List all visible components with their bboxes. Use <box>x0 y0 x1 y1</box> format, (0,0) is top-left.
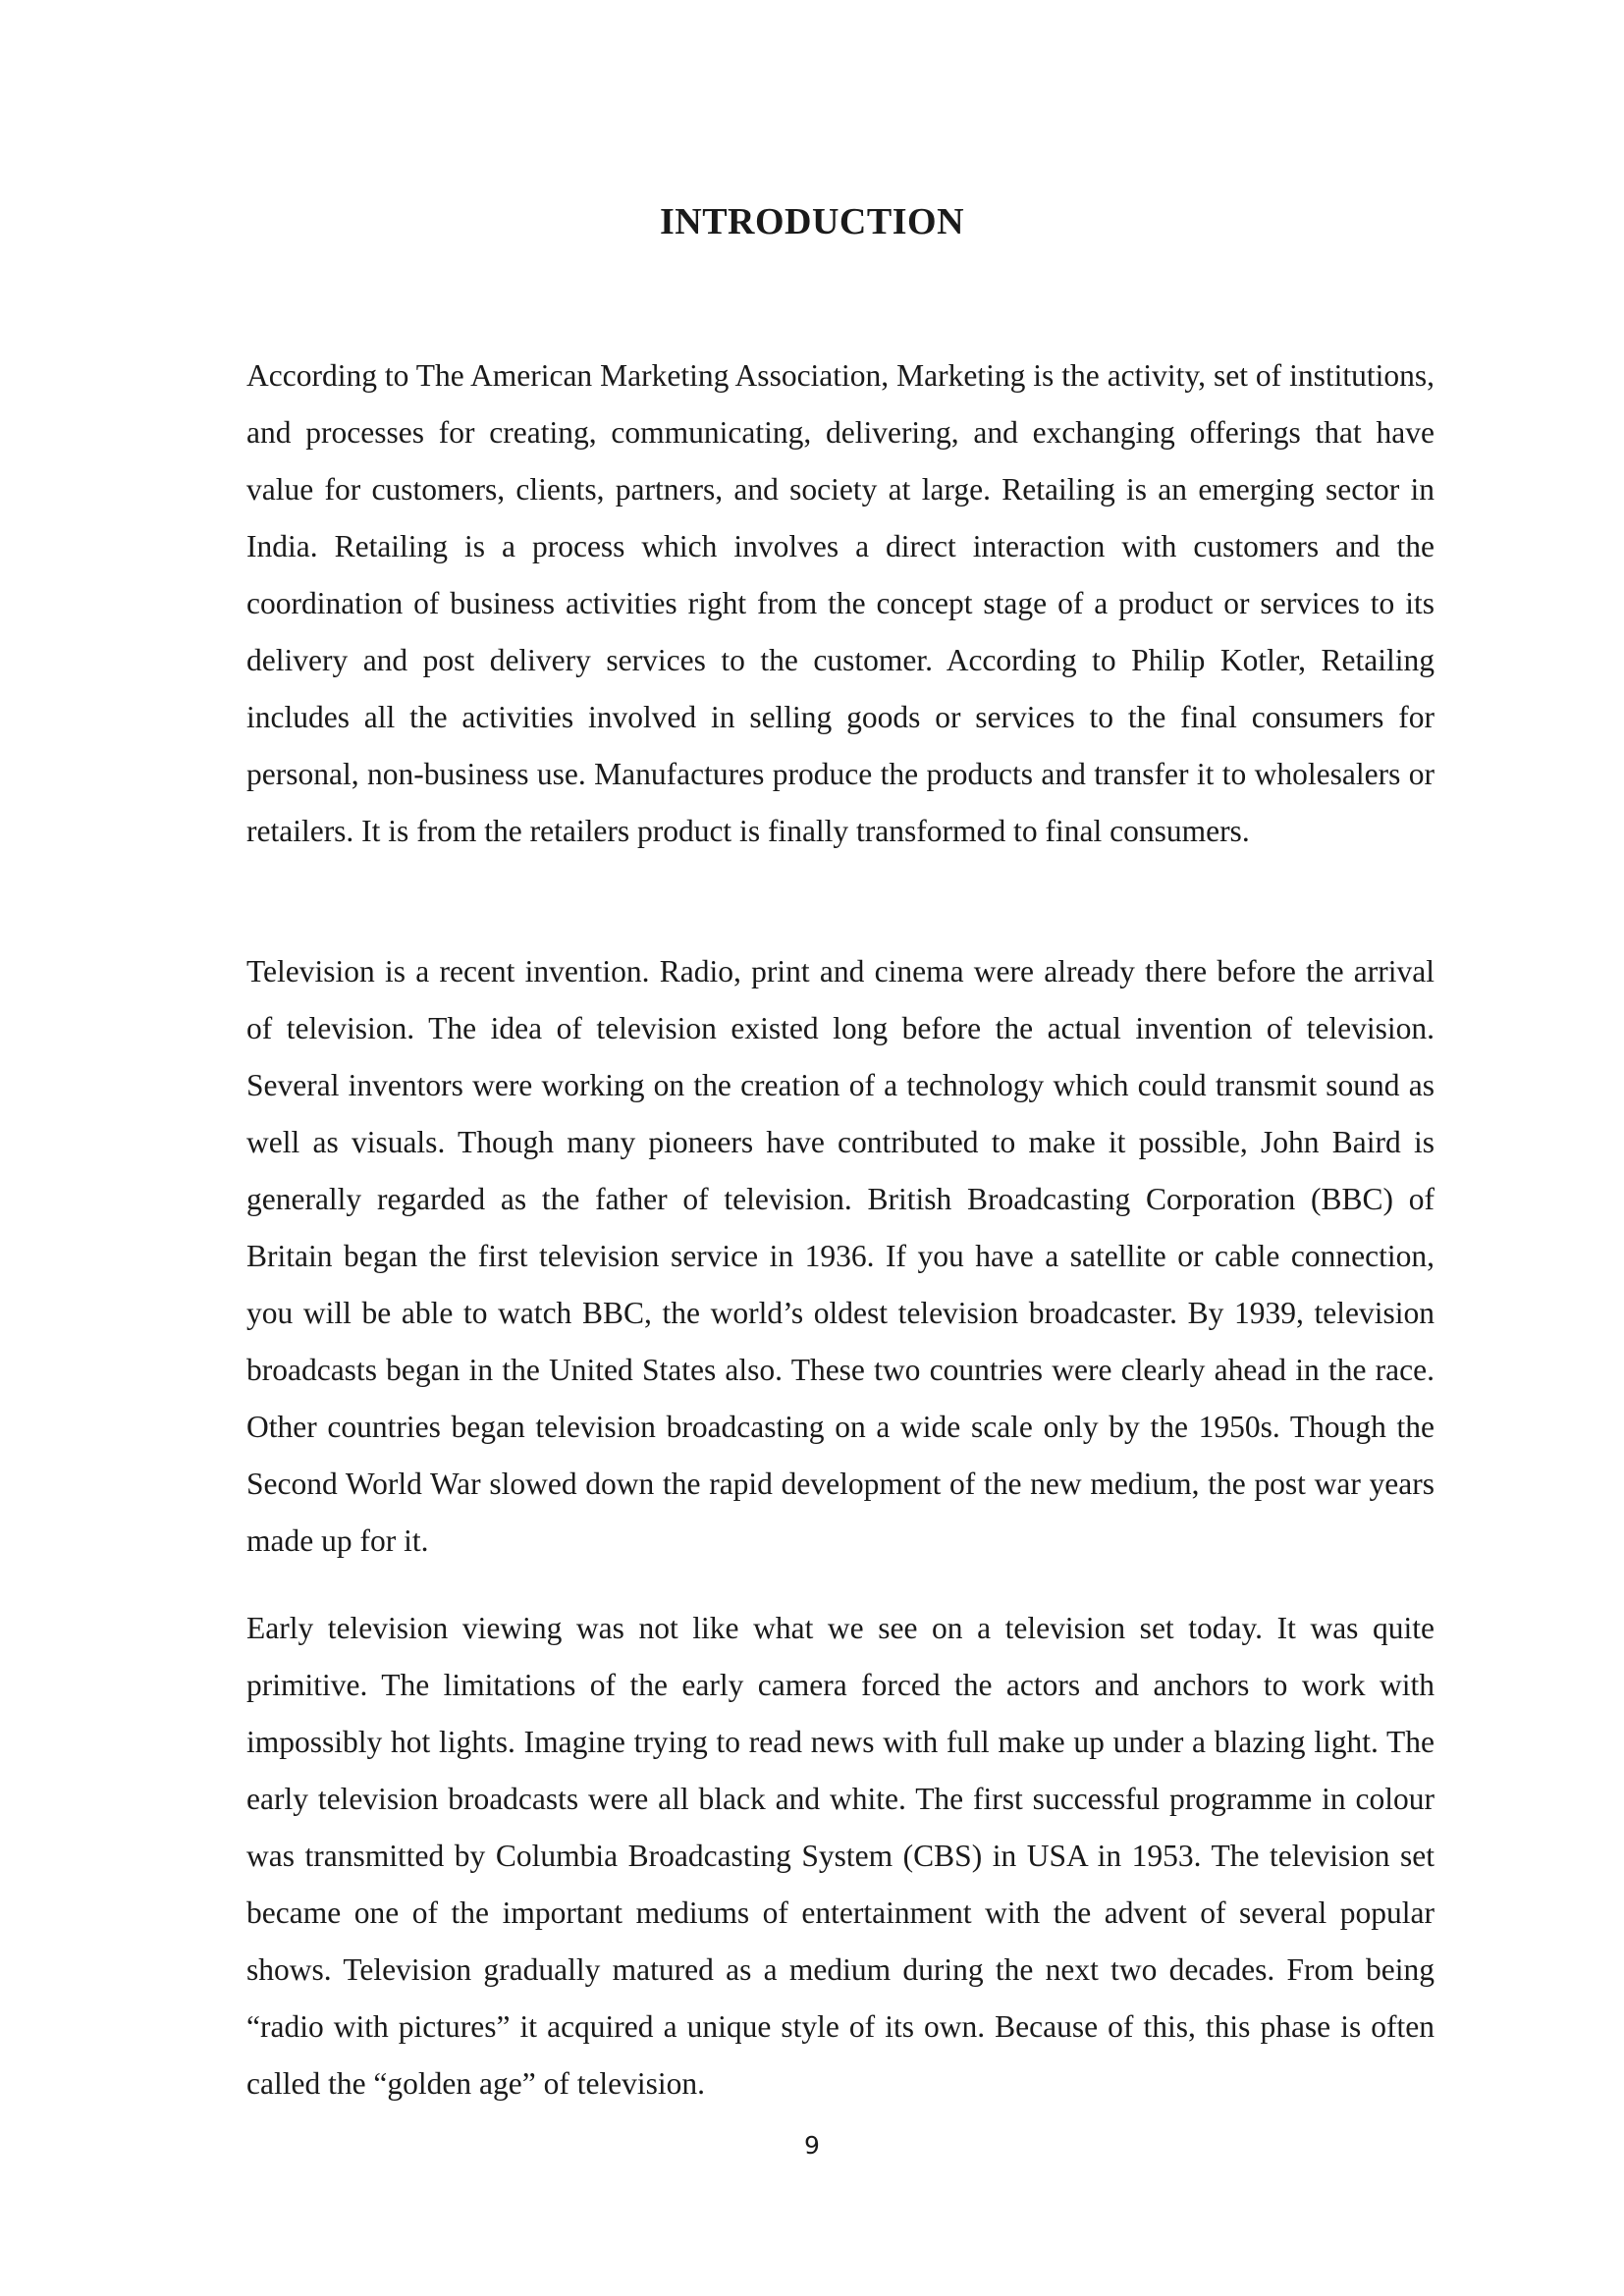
paragraph-early-television: Early television viewing was not like what we see on a television set today. It was quite primitive. The limitations of the early camera forced the actors and anchors to work with impossibly hot lights. Imagine trying to read news with full make up under a blazing light. The early television broadcasts were all black and white. The first successful programme in colour was transmitted by Columbia Broadcasting System (CBS) in USA in 1953. The television set became one of the important mediums of entertainment with the advent of several popular shows. Television gradually matured as a medium during the next two decades. From being “radio with pictures” it acquired a unique style of its own. Because of this, this phase is often called the “golden age” of television. <box>246 1611 1435 2101</box>
page-number: 9 <box>804 2131 820 2160</box>
page-title: INTRODUCTION <box>659 201 965 242</box>
paragraph-television-history: Television is a recent invention. Radio, print and cinema were already there before the arrival of television. The idea of television existed long before the actual invention of television. Several inventors were working on the creation of a technology which could transmit sound as well as visuals. Though many pioneers have contributed to make it possible, John Baird is generally regarded as the father of television. British Broadcasting Corporation (BBC) of Britain began the first television service in 1936. If you have a satellite or cable connection, you will be able to watch BBC, the world’s oldest television broadcaster. By 1939, television broadcasts began in the United States also. These two countries were clearly ahead in the race. Other countries began television broadcasting on a wide scale only by the 1950s. Though the Second World War slowed down the rapid development of the new medium, the post war years made up for it. <box>246 954 1435 1558</box>
paragraph-marketing-retailing: According to The American Marketing Association, Marketing is the activity, set of institutions, and processes for creating, communicating, delivering, and exchanging offerings that have value for customers, clients, partners, and society at large. Retailing is an emerging sector in India. Retailing is a process which involves a direct interaction with customers and the coordination of business activities right from the concept stage of a product or services to its delivery and post delivery services to the customer. According to Philip Kotler, Retailing includes all the activities involved in selling goods or services to the final consumers for personal, non-business use. Manufactures produce the products and transfer it to wholesalers or retailers. It is from the retailers product is finally transformed to final consumers. <box>246 358 1435 848</box>
